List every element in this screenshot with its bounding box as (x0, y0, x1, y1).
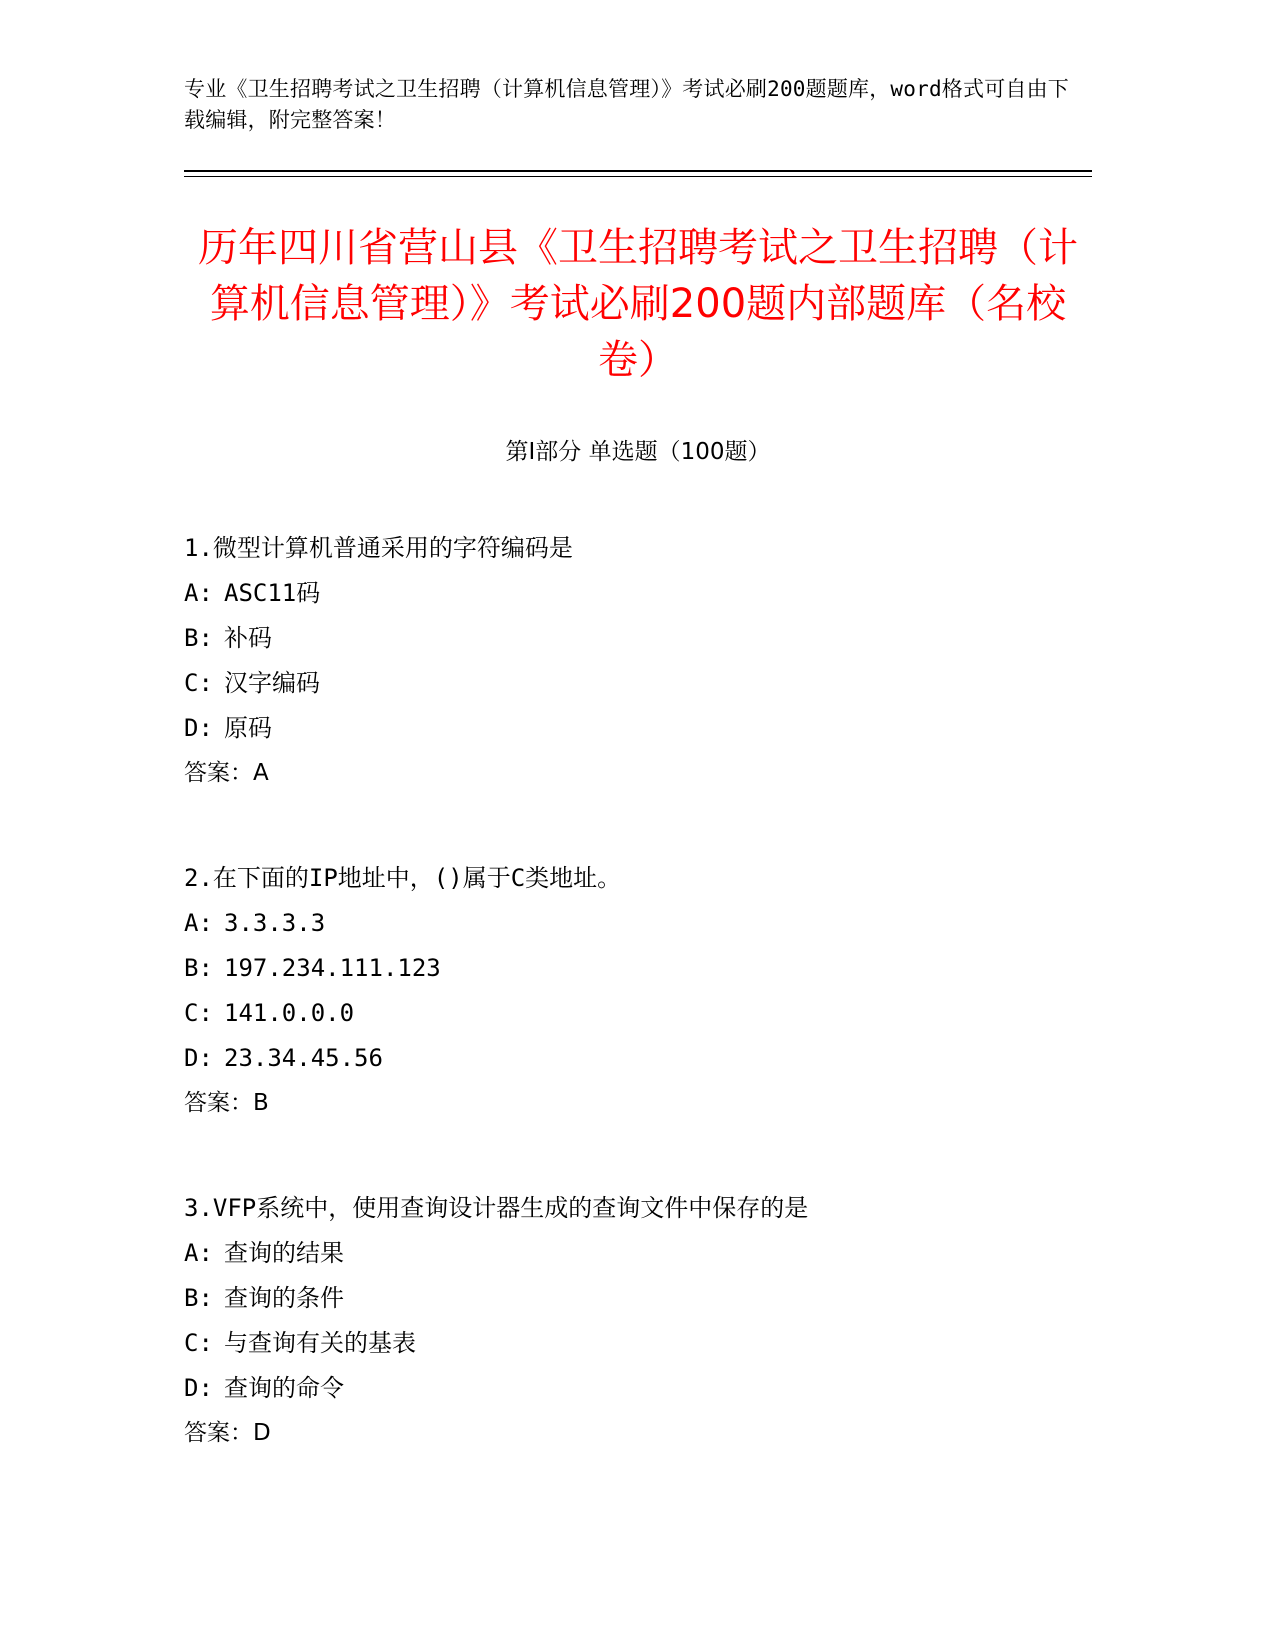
option-a (184, 1231, 1092, 1276)
option-text: 原码 (224, 714, 272, 742)
option-text: 查询的条件 (224, 1284, 344, 1312)
option-letter: B: (184, 624, 213, 652)
question-3 (184, 1186, 1092, 1456)
option-letter: D: (184, 1044, 213, 1072)
option-b (184, 1276, 1092, 1321)
option-letter: A: (184, 1239, 213, 1267)
header-rule-thick (184, 170, 1092, 172)
option-text: 与查询有关的基表 (224, 1329, 416, 1357)
option-letter: A: (184, 579, 213, 607)
question-stem: 1.微型计算机普通采用的字符编码是 (184, 534, 573, 562)
option-a (184, 571, 1092, 616)
option-d (184, 1036, 1092, 1081)
question-stem: 3.VFP系统中，使用查询设计器生成的查询文件中保存的是 (184, 1194, 809, 1222)
option-c (184, 991, 1092, 1036)
question-1 (184, 526, 1092, 796)
section-title: 第Ⅰ部分 单选题（100题） (505, 439, 771, 465)
option-text: 23.34.45.56 (224, 1044, 383, 1072)
question-list (184, 526, 1092, 1516)
option-b (184, 946, 1092, 991)
option-b (184, 616, 1092, 661)
option-text: 汉字编码 (224, 669, 320, 697)
option-letter: D: (184, 1374, 213, 1402)
document-title: 历年四川省营山县《卫生招聘考试之卫生招聘（计算机信息管理）》考试必刷200题内部题库（名校卷） (198, 225, 1078, 383)
option-text: 查询的命令 (224, 1374, 344, 1402)
header-rule-thin (184, 176, 1092, 177)
option-letter: B: (184, 954, 213, 982)
option-letter: A: (184, 909, 213, 937)
option-letter: C: (184, 1329, 213, 1357)
option-text: 3.3.3.3 (224, 909, 326, 937)
option-letter: D: (184, 714, 213, 742)
option-a (184, 901, 1092, 946)
option-d (184, 706, 1092, 751)
header-note: 专业《卫生招聘考试之卫生招聘（计算机信息管理）》考试必刷200题题库，word格式可自由下载编辑，附完整答案！ (184, 77, 1069, 132)
option-c (184, 661, 1092, 706)
option-c (184, 1321, 1092, 1366)
answer-line: 答案：B (184, 1090, 269, 1116)
question-2 (184, 856, 1092, 1126)
option-letter: C: (184, 669, 213, 697)
answer-line: 答案：A (184, 760, 269, 786)
option-d (184, 1366, 1092, 1411)
option-text: 141.0.0.0 (224, 999, 355, 1027)
answer-line: 答案：D (184, 1420, 271, 1446)
option-text: 查询的结果 (224, 1239, 344, 1267)
option-text: ASC11码 (224, 579, 321, 607)
option-letter: B: (184, 1284, 213, 1312)
option-text: 197.234.111.123 (224, 954, 441, 982)
option-text: 补码 (224, 624, 272, 652)
option-letter: C: (184, 999, 213, 1027)
question-stem: 2.在下面的IP地址中，()属于C类地址。 (184, 864, 622, 892)
